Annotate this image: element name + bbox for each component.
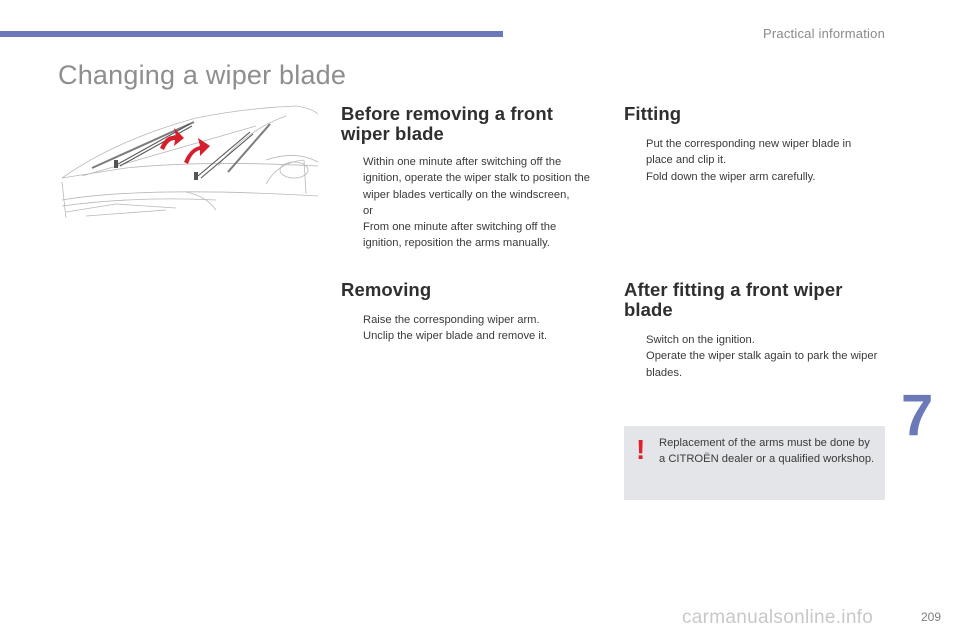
- list-item: Operate the wiper stalk again to park the wiper blades.: [646, 350, 878, 379]
- header-accent-bar: [0, 31, 503, 37]
- windscreen-wiper-illustration: [56, 100, 320, 222]
- list-item: Within one minute after switching off the ignition, operate the wiper stalk to position the wiper blades vertically on the windscreen,: [363, 156, 590, 201]
- before-removing-section: [341, 104, 596, 252]
- warning-text: Replacement of the arms must be done by a CITROËN dealer or a qualified workshop.: [659, 437, 875, 466]
- after-fitting-heading: After fitting a front wiper blade: [624, 279, 843, 320]
- removing-section: [341, 280, 596, 345]
- list-item: Switch on the ignition.: [646, 334, 755, 346]
- before-removing-heading: Before removing a front wiper blade: [341, 103, 553, 144]
- section-header: Practical information: [763, 26, 885, 41]
- after-fitting-section: [624, 280, 879, 381]
- warning-box: [624, 426, 885, 500]
- or-separator: or: [363, 204, 373, 217]
- fitting-section: [624, 104, 879, 185]
- page-number: 209: [920, 610, 941, 624]
- page-title: Changing a wiper blade: [58, 60, 347, 90]
- list-item: Put the corresponding new wiper blade in place and clip it.: [646, 138, 852, 167]
- removing-heading: Removing: [341, 279, 432, 300]
- watermark: carmanualsonline.info: [682, 607, 874, 628]
- list-item: Raise the corresponding wiper arm.: [363, 314, 540, 326]
- chapter-number: 7: [901, 383, 934, 448]
- list-item: From one minute after switching off the ignition, reposition the arms manually.: [363, 221, 557, 250]
- warning-icon: !: [636, 434, 646, 465]
- list-item: Unclip the wiper blade and remove it.: [363, 330, 548, 343]
- fitting-heading: Fitting: [624, 103, 682, 124]
- list-item: Fold down the wiper arm carefully.: [646, 170, 816, 183]
